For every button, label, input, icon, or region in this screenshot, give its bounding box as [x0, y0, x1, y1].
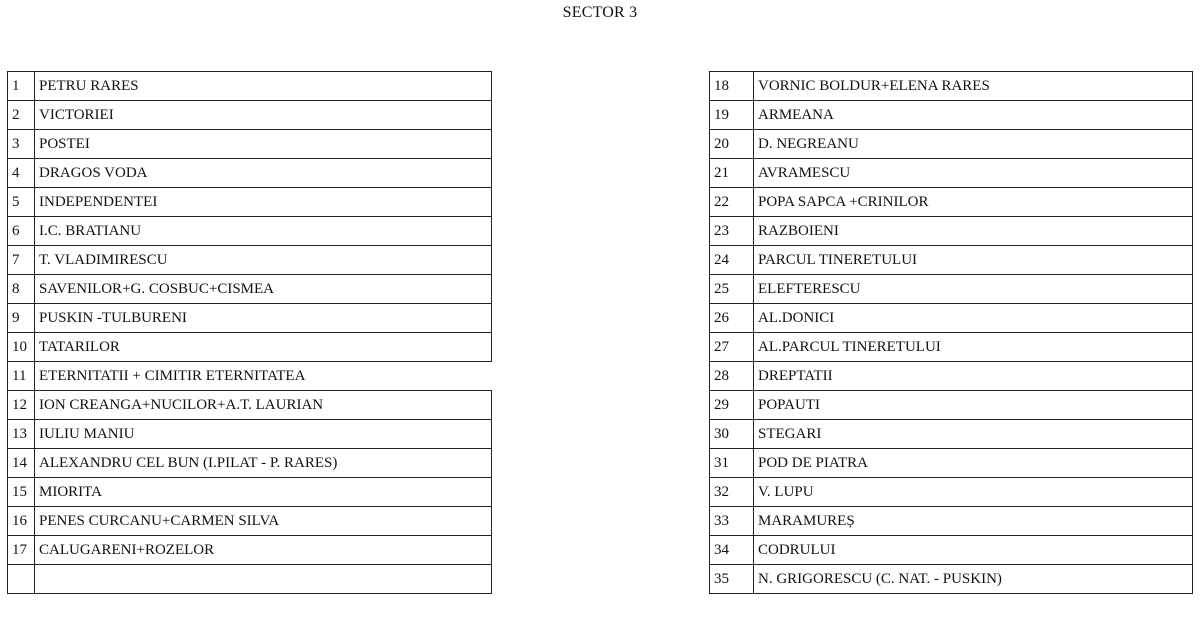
table-row [710, 72, 1193, 101]
street-name: AL.DONICI [754, 304, 1193, 333]
row-number: 18 [710, 72, 754, 101]
table-row [710, 188, 1193, 217]
row-number: 8 [8, 275, 35, 304]
row-number: 21 [710, 159, 754, 188]
table-row [710, 159, 1193, 188]
street-name: TATARILOR [35, 333, 492, 362]
street-name: ALEXANDRU CEL BUN (I.PILAT - P. RARES) [35, 449, 492, 478]
street-name: POPAUTI [754, 391, 1193, 420]
row-number: 6 [8, 217, 35, 246]
row-number: 2 [8, 101, 35, 130]
row-number: 13 [8, 420, 35, 449]
table-row [710, 275, 1193, 304]
street-name: AVRAMESCU [754, 159, 1193, 188]
street-name: AL.PARCUL TINERETULUI [754, 333, 1193, 362]
street-name: MIORITA [35, 478, 492, 507]
table-row [8, 362, 492, 391]
row-number: 24 [710, 246, 754, 275]
row-number: 7 [8, 246, 35, 275]
table-row [8, 565, 492, 594]
row-number: 32 [710, 478, 754, 507]
street-name: DREPTATII [754, 362, 1193, 391]
row-number: 31 [710, 449, 754, 478]
table-row [710, 333, 1193, 362]
table-row [8, 159, 492, 188]
street-name: INDEPENDENTEI [35, 188, 492, 217]
table-row [710, 362, 1193, 391]
street-name: RAZBOIENI [754, 217, 1193, 246]
row-number: 9 [8, 304, 35, 333]
table-row [8, 217, 492, 246]
table-row [710, 536, 1193, 565]
table-row [710, 304, 1193, 333]
table-row [8, 275, 492, 304]
table-row [710, 449, 1193, 478]
street-name: IULIU MANIU [35, 420, 492, 449]
street-name: V. LUPU [754, 478, 1193, 507]
table-row [710, 420, 1193, 449]
street-name [35, 565, 492, 594]
street-name: ETERNITATII + CIMITIR ETERNITATEA [35, 362, 492, 391]
row-number: 15 [8, 478, 35, 507]
row-number: 12 [8, 391, 35, 420]
row-number: 35 [710, 565, 754, 594]
row-number: 34 [710, 536, 754, 565]
row-number: 3 [8, 130, 35, 159]
table-row [8, 478, 492, 507]
street-name: DRAGOS VODA [35, 159, 492, 188]
street-name: VICTORIEI [35, 101, 492, 130]
row-number: 11 [8, 362, 35, 391]
street-name: PENES CURCANU+CARMEN SILVA [35, 507, 492, 536]
street-name: SAVENILOR+G. COSBUC+CISMEA [35, 275, 492, 304]
table-row [8, 449, 492, 478]
table-row [8, 246, 492, 275]
table-row [710, 217, 1193, 246]
row-number: 1 [8, 72, 35, 101]
row-number: 14 [8, 449, 35, 478]
street-name: STEGARI [754, 420, 1193, 449]
street-name: MARAMUREȘ [754, 507, 1193, 536]
table-row [8, 391, 492, 420]
row-number: 5 [8, 188, 35, 217]
table-row [710, 507, 1193, 536]
street-name: PARCUL TINERETULUI [754, 246, 1193, 275]
table-row [8, 188, 492, 217]
street-name: VORNIC BOLDUR+ELENA RARES [754, 72, 1193, 101]
street-name: I.C. BRATIANU [35, 217, 492, 246]
row-number: 29 [710, 391, 754, 420]
table-row [710, 391, 1193, 420]
page-title: SECTOR 3 [562, 4, 638, 21]
table-row [710, 565, 1193, 594]
street-name: ELEFTERESCU [754, 275, 1193, 304]
table-row [8, 72, 492, 101]
table-row [8, 304, 492, 333]
row-number: 22 [710, 188, 754, 217]
street-name: CALUGARENI+ROZELOR [35, 536, 492, 565]
street-name: PETRU RARES [35, 72, 492, 101]
street-name: D. NEGREANU [754, 130, 1193, 159]
street-table-right [709, 71, 1193, 594]
row-number: 26 [710, 304, 754, 333]
table-row [710, 478, 1193, 507]
row-number: 10 [8, 333, 35, 362]
row-number: 17 [8, 536, 35, 565]
street-name: POPA SAPCA +CRINILOR [754, 188, 1193, 217]
row-number: 28 [710, 362, 754, 391]
row-number: 33 [710, 507, 754, 536]
row-number: 19 [710, 101, 754, 130]
table-row [8, 507, 492, 536]
table-row [8, 101, 492, 130]
street-name: CODRULUI [754, 536, 1193, 565]
row-number: 20 [710, 130, 754, 159]
street-name: ARMEANA [754, 101, 1193, 130]
street-table-left [7, 71, 492, 594]
street-name: ION CREANGA+NUCILOR+A.T. LAURIAN [35, 391, 492, 420]
row-number: 4 [8, 159, 35, 188]
table-row [710, 101, 1193, 130]
table-row [8, 420, 492, 449]
row-number: 16 [8, 507, 35, 536]
table-row [8, 130, 492, 159]
table-row [710, 130, 1193, 159]
row-number: 27 [710, 333, 754, 362]
table-row [8, 536, 492, 565]
street-name: POSTEI [35, 130, 492, 159]
table-row [710, 246, 1193, 275]
table-row [8, 333, 492, 362]
row-number: 25 [710, 275, 754, 304]
street-name: POD DE PIATRA [754, 449, 1193, 478]
street-name: PUSKIN -TULBURENI [35, 304, 492, 333]
street-name: T. VLADIMIRESCU [35, 246, 492, 275]
street-name: N. GRIGORESCU (C. NAT. - PUSKIN) [754, 565, 1193, 594]
row-number: 30 [710, 420, 754, 449]
row-number [8, 565, 35, 594]
row-number: 23 [710, 217, 754, 246]
